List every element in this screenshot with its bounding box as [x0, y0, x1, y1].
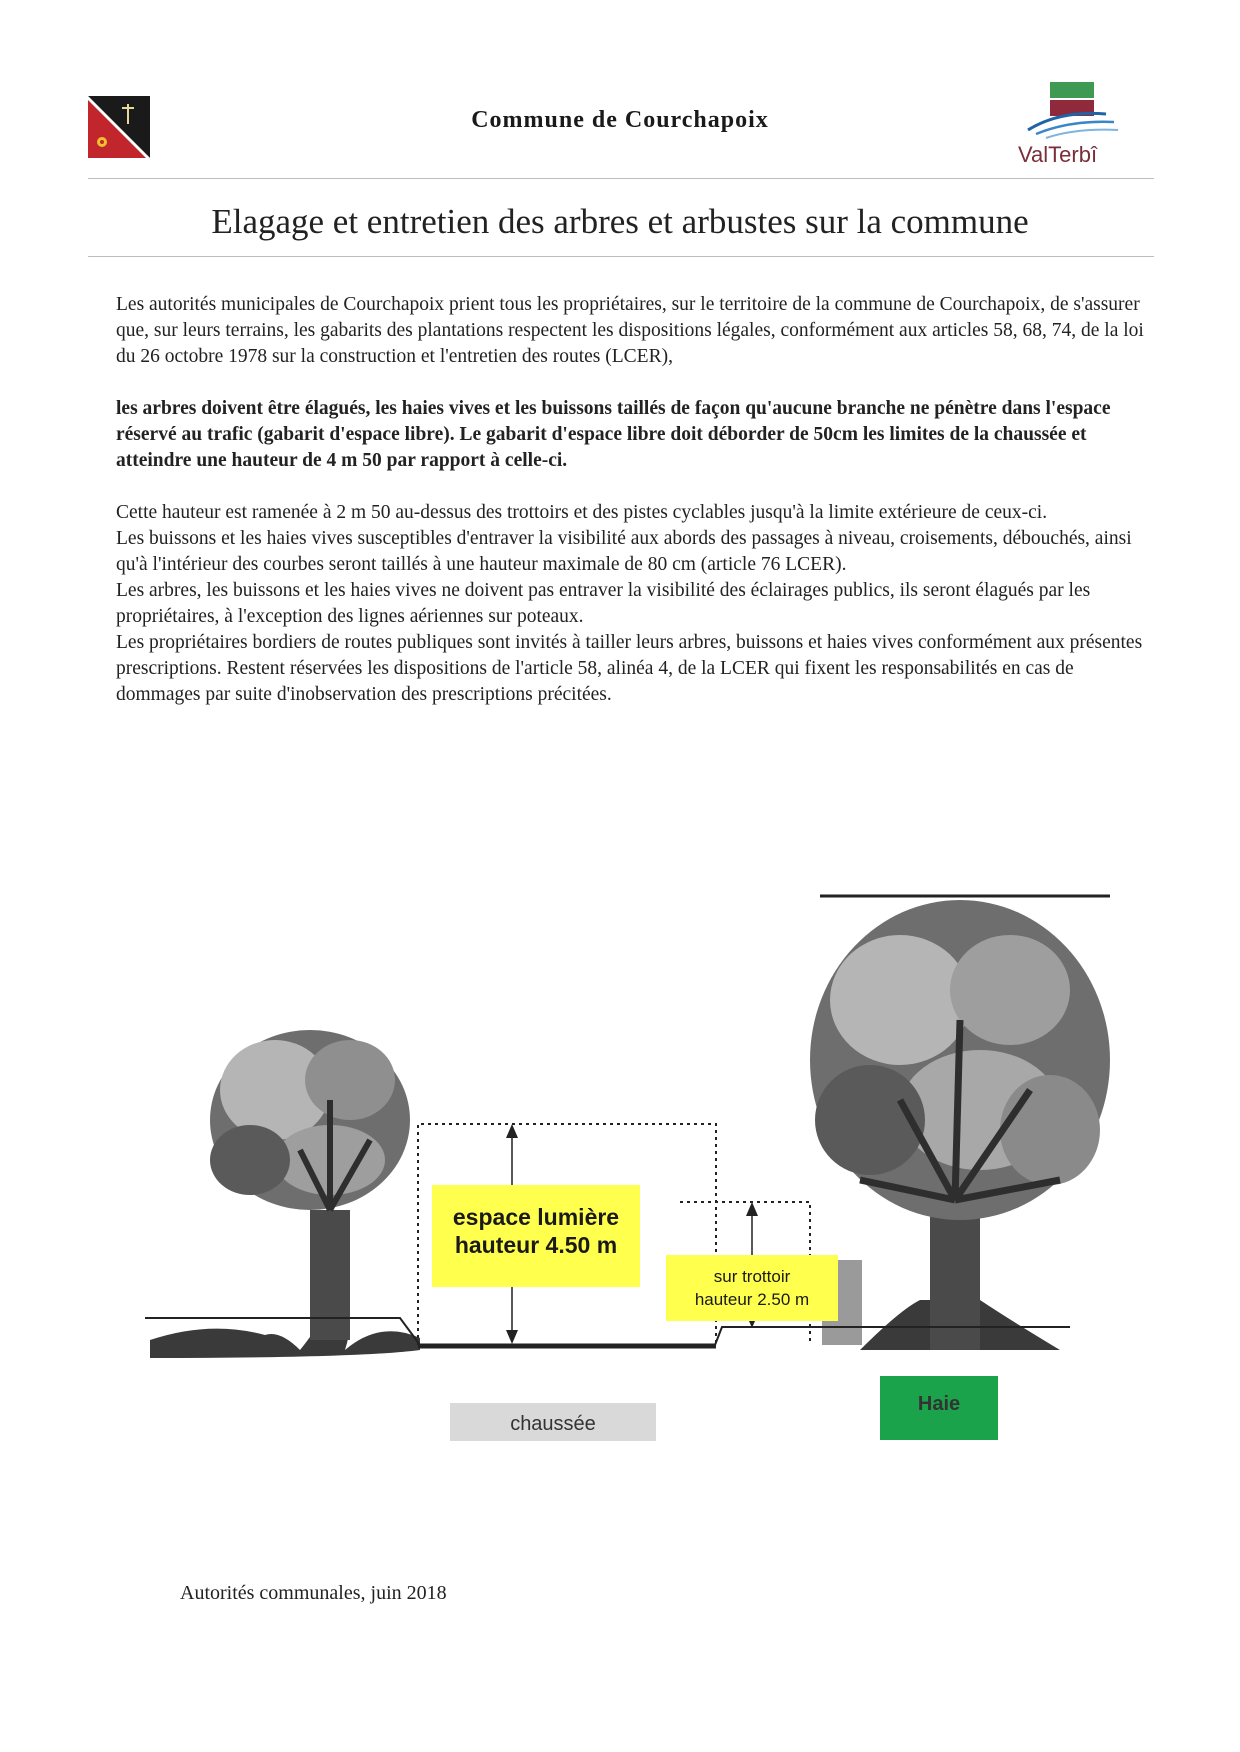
- paragraph-visibility: Les buissons et les haies vives susceptibles d'entraver la visibilité aux abords des passages à niveau, croisements, débouchés, ainsi qu'à l'intérieur des courbes seront taillés à une hauteur maximale de 80 cm (article 76 LCER).: [116, 528, 1132, 575]
- title-divider: [88, 256, 1154, 257]
- paragraph-sidewalk-height: Cette hauteur est ramenée à 2 m 50 au-dessus des trottoirs et des pistes cyclables jusqu'à la limite extérieure de ceux-ci.: [116, 502, 1048, 523]
- left-tree: [150, 1030, 420, 1358]
- road-clearance-label-line1: espace lumière: [452, 1204, 620, 1230]
- sidewalk-clearance-label-line2: hauteur 2.50 m: [694, 1290, 810, 1309]
- paragraph-public-lighting: Les arbres, les buissons et les haies vives ne doivent pas entraver la visibilité des éclairages publics, ils seront élagués par les propriétaires, à l'exception des lignes aériennes sur poteaux.: [116, 580, 1091, 627]
- rule-paragraph: les arbres doivent être élagués, les haies vives et les buissons taillés de façon qu'aucune branche ne pénètre dans l'espace réservé au trafic (gabarit d'espace libre). Le gabarit d'espace libre doit déborder de 50cm les limites de la chaussée et atteindre une hauteur de 4 m 50 par rapport à celle-ci.: [116, 398, 1111, 471]
- road-clearance-label-line2: hauteur 4.50 m: [454, 1232, 618, 1258]
- document-title: Elagage et entretien des arbres et arbustes sur la commune: [211, 202, 1029, 241]
- clearance-illustration: [0, 880, 1240, 1480]
- hedge-label: Haie: [917, 1393, 961, 1415]
- intro-paragraph: Les autorités municipales de Courchapoix prient tous les propriétaires, sur le territoire de la commune de Courchapoix, de s'assurer que, sur leurs terrains, les gabarits des plantations respectent les dispositions légales, conformément aux articles 58, 68, 74, de la loi du 26 octobre 1978 sur la construction et l'entretien des routes (LCER),: [116, 294, 1144, 367]
- body-text: [116, 292, 1146, 708]
- valterbi-logo-text: ValTerbî: [1018, 142, 1098, 167]
- valterbi-logo: [1010, 80, 1150, 175]
- paragraph-responsibility: Les propriétaires bordiers de routes publiques sont invités à tailler leurs arbres, buissons et haies vives conformément aux présentes prescriptions. Restent réservées les dispositions de l'article 58, alinéa 4, de la LCER qui fixent les responsabilités en cas de dommages par suite d'inobservation des prescriptions précitées.: [116, 632, 1143, 705]
- header-divider: [88, 178, 1154, 179]
- sidewalk-clearance-label-box: [666, 1255, 838, 1321]
- carriageway-label: chaussée: [510, 1413, 596, 1435]
- commune-name-heading: Commune de Courchapoix: [471, 107, 769, 133]
- signature-line: Autorités communales, juin 2018: [180, 1582, 447, 1604]
- sidewalk-clearance-label-line1: sur trottoir: [713, 1267, 791, 1286]
